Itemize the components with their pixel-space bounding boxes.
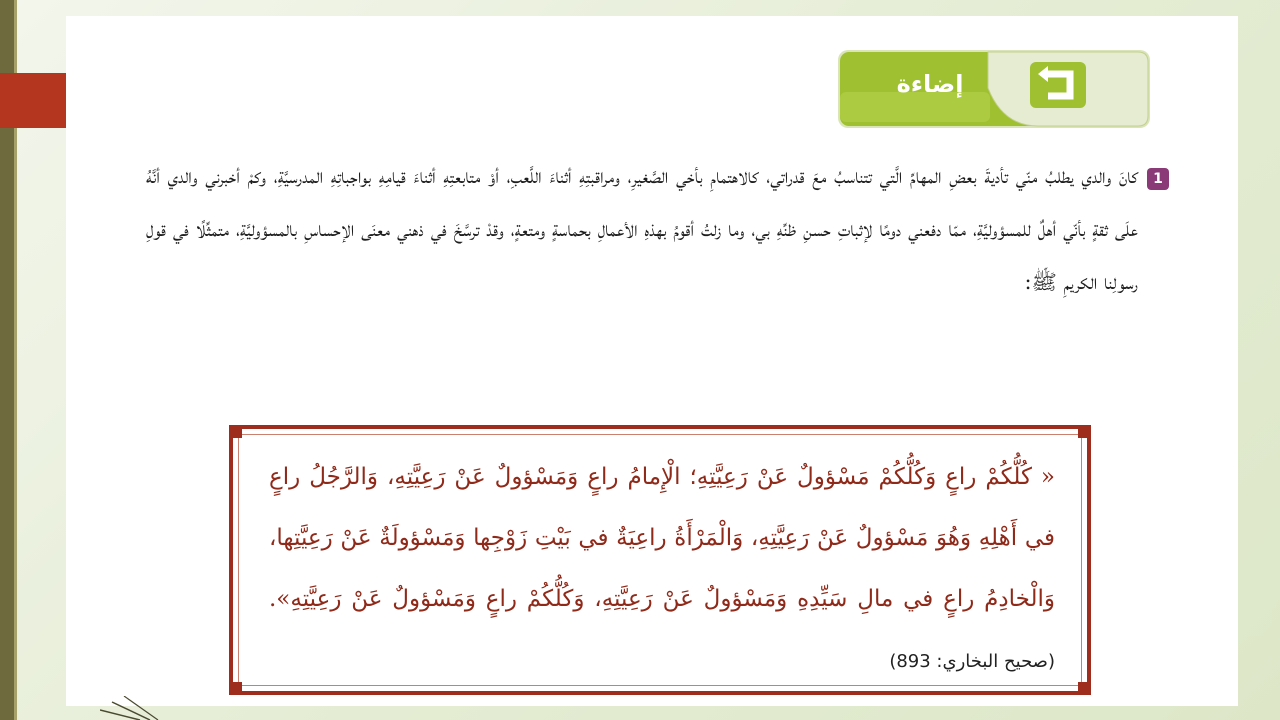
decor-lines xyxy=(100,696,160,720)
red-accent-block xyxy=(0,73,66,128)
corner-ornament xyxy=(1078,682,1091,695)
hadith-quote-box xyxy=(229,425,1091,695)
hadith-text xyxy=(269,447,1055,692)
section-title: إضاءة xyxy=(896,70,964,98)
corner-ornament xyxy=(229,425,242,438)
corner-ornament xyxy=(1078,425,1091,438)
hadith-body: « كُلُّكُمْ راعٍ وَكُلُّكُمْ مَسْؤولٌ عَنْ رَعِيَّتِهِ؛ الْإِمامُ راعٍ وَمَسْؤولٌ عَنْ رَعِيَّتِهِ، وَالرَّجُلُ راعٍ في أَهْلِهِ وَهُوَ مَسْؤولٌ عَنْ رَعِيَّتِهِ، وَالْمَرْأَةُ راعِيَةٌ في بَيْتِ زَوْجِها وَمَسْؤولَةٌ عَنْ رَعِيَّتِها، وَالْخادِمُ راعٍ في مالِ سَيِّدِهِ وَمَسْؤولٌ عَنْ رَعِيَّتِهِ، وَكُلُّكُمْ راعٍ وَمَسْؤولٌ عَنْ رَعِيَّتِهِ». xyxy=(269,464,1055,612)
return-arrow-icon[interactable] xyxy=(1030,62,1086,108)
narrative-paragraph: كانَ والدي يطلبُ منّي تأديةَ بعضِ المهامِّ الَّتي تتناسبُ معَ قدراتي، كالاهتمامِ بأخي الصَّغيرِ، ومراقبتِهِ أثناءَ اللَّعبِ، أوْ متابعتِهِ أثناءَ قيامِهِ بواجباتِهِ المدرسيَّةِ، وكمْ أخبرني والدي أنَّهُ علَى ثقةٍ بأنّي أهلٌ للمسؤوليَّةِ، ممّا دفعني دومًا لإثباتِ حسنِ ظنِّهِ بي، وما زلتُ أقومُ بهذهِ الأعمالِ بحماسةٍ ومتعةٍ، وقدْ ترسَّخَ في ذهني معنَى الإحساسِ بالمسؤوليَّةِ، متمثِّلًا في قولِ رسولِنا الكريمِ ﷺ: xyxy=(146,164,1138,294)
paragraph-number-badge: 1 xyxy=(1147,168,1169,190)
hadith-source: (صحيح البخاري: 893) xyxy=(889,651,1055,672)
corner-ornament xyxy=(229,682,242,695)
